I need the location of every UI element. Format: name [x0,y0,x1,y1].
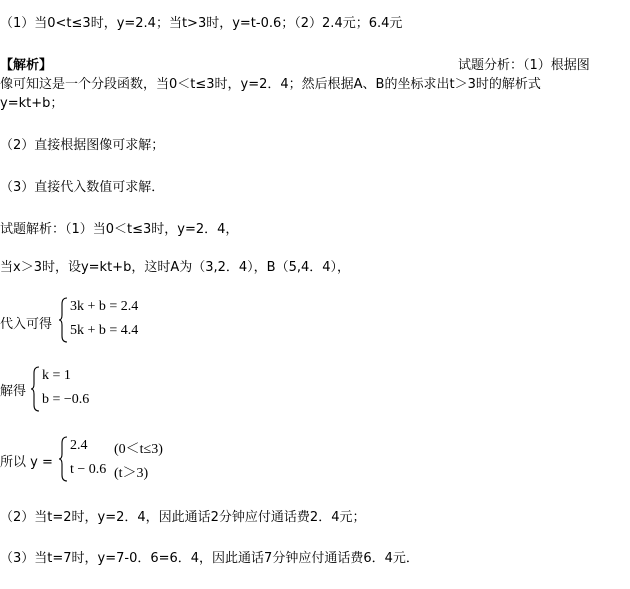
substitute-label: 代入可得 [0,317,53,332]
substitute-eq1: 3k + b = 2.4 [70,299,139,314]
hint-3: （3）直接代入数值可求解． [0,180,165,195]
part-3: （3）当t=7时，y=7-0．6=6．4，因此通话7分钟应付通话费6．4元． [0,551,419,566]
solution-ab: 当x＞3时，设y=kt+b，这时A为（3,2．4），B（5,4．4）， [0,260,351,275]
analysis-line-2: 像可知这是一个分段函数，当0＜t≤3时，y=2．4；然后根据A、B的坐标求出t＞3时的解析式 [0,77,541,92]
result-label: 所以 y = [0,455,53,470]
result-case2-cond: (t＞3) [114,466,149,481]
result-case2-value: t − 0.6 [70,462,107,477]
left-brace-icon [58,297,68,343]
result-case1-value: 2.4 [70,438,88,453]
substitute-system [58,297,168,345]
part-2: （2）当t=2时，y=2．4，因此通话2分钟应付通话费2．4元； [0,510,366,525]
left-brace-icon [58,436,68,482]
solve-system [30,366,120,414]
solve-eq2: b = −0.6 [42,392,90,407]
analysis-tag: 【解析】 [0,58,53,73]
solution-intro: 试题解析：（1）当0＜t≤3时，y=2．4， [0,222,239,237]
result-piecewise [58,436,198,484]
answer-line: （1）当0<t≤3时，y=2.4；当t>3时，y=t-0.6；（2）2.4元；6.4元 [0,16,403,31]
analysis-line-3: y=kt+b； [0,96,64,111]
substitute-eq2: 5k + b = 4.4 [70,323,139,338]
solve-eq1: k = 1 [42,368,71,383]
hint-2: （2）直接根据图像可求解； [0,138,165,153]
analysis-right-head: 试题分析：（1）根据图 [458,58,590,73]
solve-label: 解得 [0,384,27,399]
left-brace-icon [30,366,40,412]
result-case1-cond: (0＜t≤3) [114,442,163,457]
